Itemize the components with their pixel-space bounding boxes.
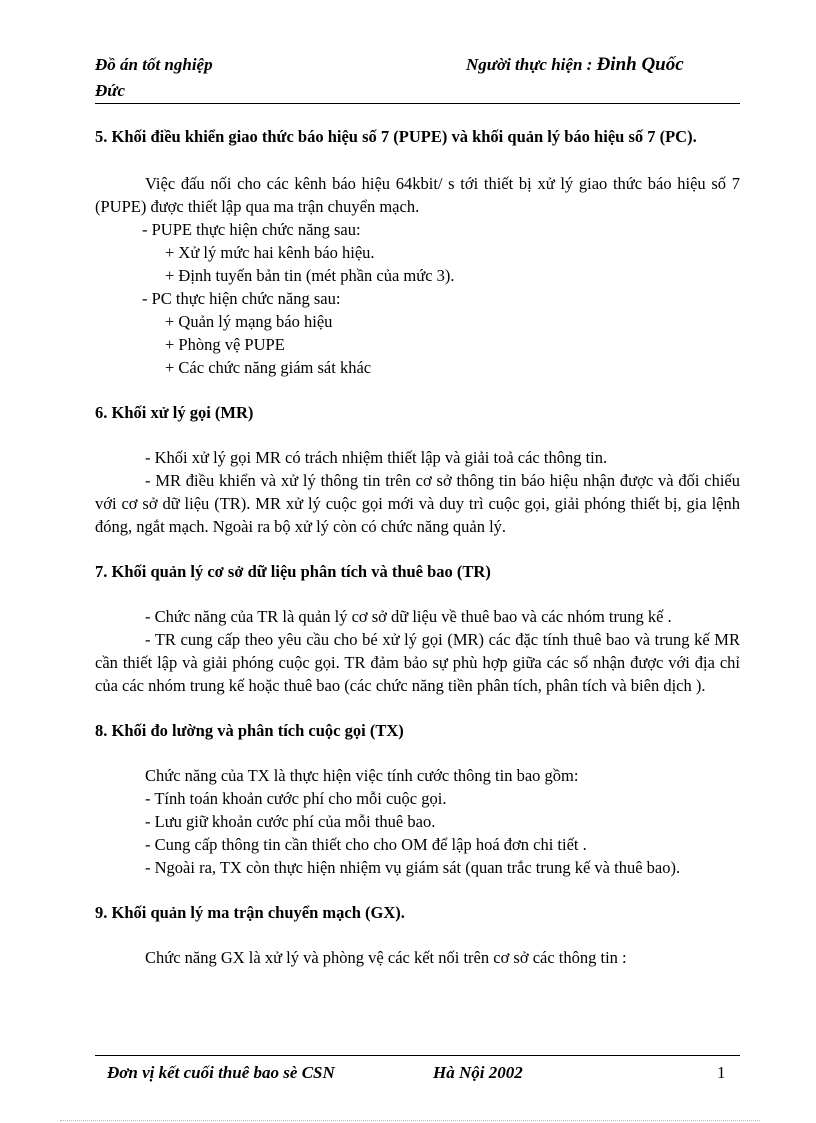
header-title: Đồ án tốt nghiệp	[95, 55, 213, 74]
list-item: - Lưu giữ khoản cước phí của mỗi thuê bao.	[145, 812, 436, 831]
page-bottom-dotted-line	[60, 1120, 760, 1121]
section-5-intro: Việc đấu nối cho các kênh báo hiệu 64kbit/ s tới thiết bị xử lý giao thức báo hiệu số 7 (PUPE) được thiết lập qua ma trận chuyển mạch.	[95, 174, 740, 216]
footer-project-title: Đơn vị kết cuối thuê bao sè CSN	[107, 1063, 335, 1082]
list-item: - Ngoài ra, TX còn thực hiện nhiệm vụ giám sát (quan trắc trung kế và thuê bao).	[145, 858, 681, 877]
section-9-title: 9. Khối quản lý ma trận chuyển mạch (GX).	[95, 903, 405, 922]
section-6-paragraph-2: - MR điều khiển và xử lý thông tin trên cơ sở thông tin báo hiệu nhận được và đối chiếu với cơ sở dữ liệu (TR). MR xử lý cuộc gọi mới và duy trì cuộc gọi, giải phóng thiết bị, gia lệnh đóng, ngắt mạch. Ngoài ra bộ xử lý còn có chức năng quản lý.	[95, 471, 740, 536]
header-author-name: Đinh Quốc	[596, 54, 684, 75]
list-item: + Phòng vệ PUPE	[165, 335, 285, 354]
section-6-paragraph-1: - Khối xử lý gọi MR có trách nhiệm thiết lập và giải toả các thông tin.	[145, 448, 608, 467]
section-8-intro: Chức năng của TX là thực hiện việc tính cước thông tin bao gồm:	[145, 766, 579, 785]
section-7-paragraph-2: - TR cung cấp theo yêu cầu cho bé xử lý gọi (MR) các đặc tính thuê bao và trung kế MR cần thiết lập và giải phóng cuộc gọi. TR đảm bảo sự phù hợp giữa các số nhận được với địa chỉ của các nhóm trung kế hoặc thuê bao (các chức năng tiền phân tích, phân tích và biên dịch ).	[95, 630, 740, 695]
section-7-title: 7. Khối quản lý cơ sở dữ liệu phân tích và thuê bao (TR)	[95, 562, 491, 581]
list-item: - Cung cấp thông tin cần thiết cho cho OM để lập hoá đơn chi tiết .	[145, 835, 587, 854]
section-5-title: 5. Khối điều khiển giao thức báo hiệu số 7 (PUPE) và khối quản lý báo hiệu số 7 (PC).	[95, 127, 697, 146]
page-content	[95, 125, 740, 969]
footer-divider	[95, 1055, 740, 1056]
list-item: - Tính toán khoản cước phí cho mỗi cuộc gọi.	[145, 789, 447, 808]
section-9-intro: Chức năng GX là xử lý và phòng vệ các kết nối trên cơ sở các thông tin :	[145, 948, 627, 967]
section-5-pupe-heading: - PUPE thực hiện chức năng sau:	[142, 220, 361, 239]
header-divider	[95, 103, 740, 104]
section-6-title: 6. Khối xử lý gọi (MR)	[95, 403, 254, 422]
header-left	[95, 52, 213, 104]
section-5-pc-heading: - PC thực hiện chức năng sau:	[142, 289, 341, 308]
list-item: + Định tuyến bản tin (mét phần của mức 3).	[165, 266, 455, 285]
header-author-label: Người thực hiện :	[466, 55, 597, 74]
footer-location-year: Hà Nội 2002	[433, 1063, 523, 1082]
list-item: + Quản lý mạng báo hiệu	[165, 312, 333, 331]
page-number: 1	[717, 1063, 726, 1082]
list-item: + Các chức năng giám sát khác	[165, 358, 372, 377]
section-7-paragraph-1: - Chức năng của TR là quản lý cơ sở dữ liệu về thuê bao và các nhóm trung kế .	[145, 607, 672, 626]
header-author-continued: Đức	[95, 81, 126, 100]
list-item: + Xử lý mức hai kênh báo hiệu.	[165, 243, 375, 262]
section-8-title: 8. Khối đo lường và phân tích cuộc gọi (TX)	[95, 721, 404, 740]
header-right	[466, 52, 684, 78]
